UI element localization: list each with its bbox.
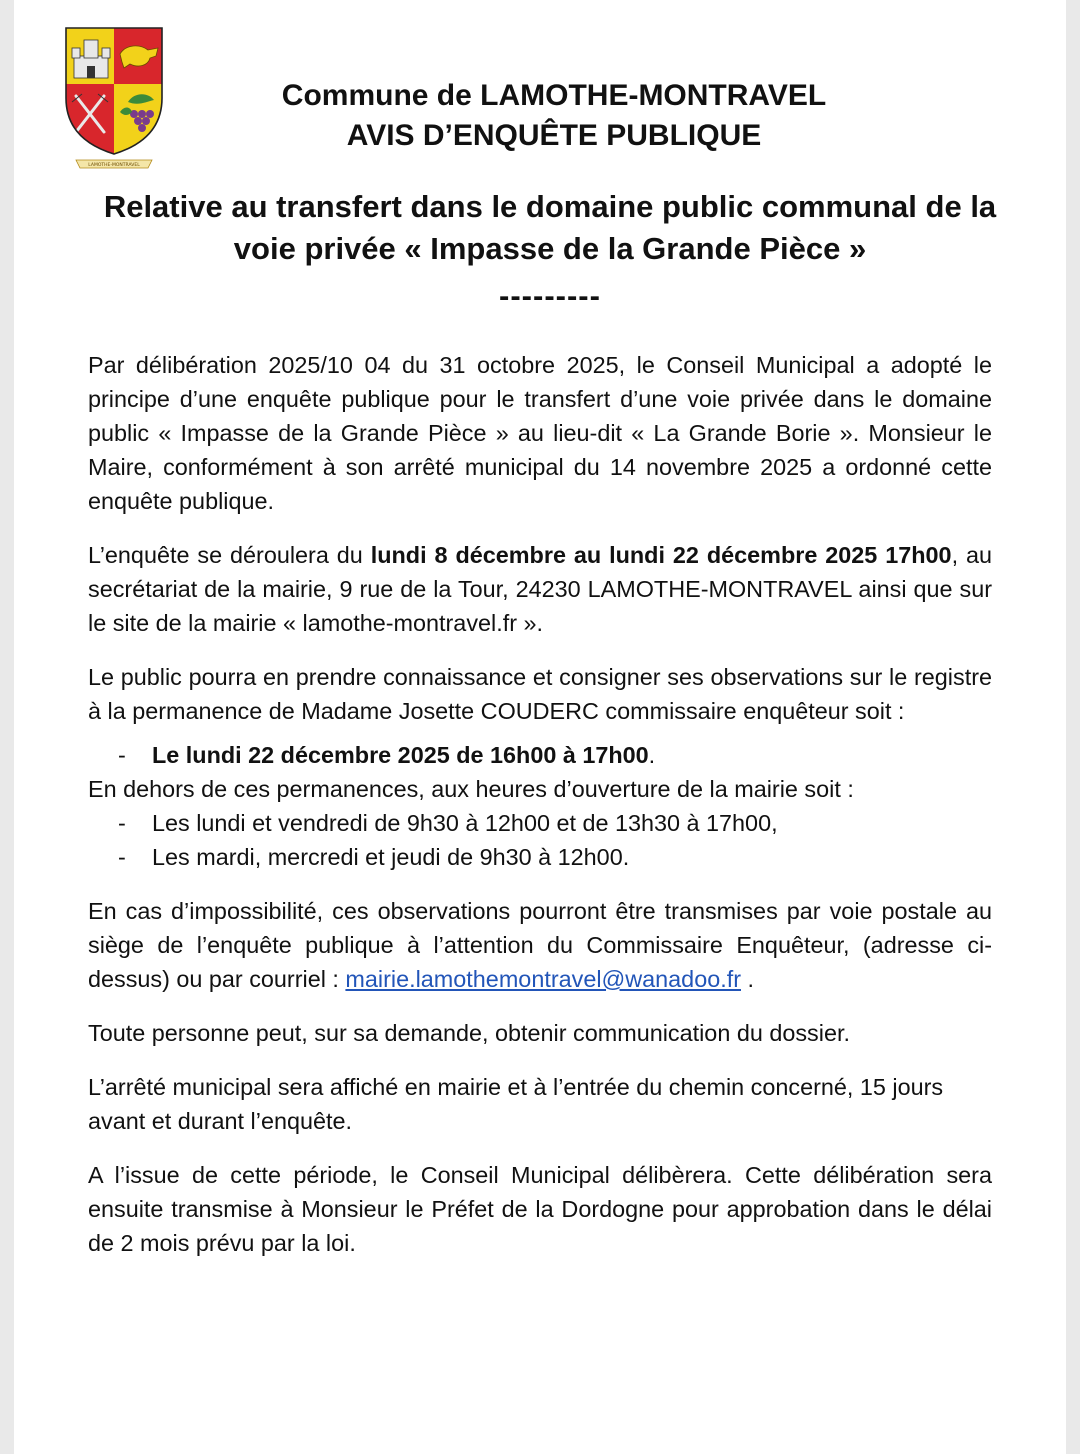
paragraph-public: Le public pourra en prendre connaissance et consigner ses observations sur le registre à la permanence de Madame Josette COUDERC commissaire enquêteur soit :: [88, 664, 992, 724]
paragraph-contact: [88, 894, 992, 996]
list-item: - Les lundi et vendredi de 9h30 à 12h00 et de 13h30 à 17h00,: [88, 806, 992, 840]
dates-prefix: L’enquête se déroulera du: [88, 542, 371, 568]
list-item: [88, 738, 992, 772]
paragraph-dates: [88, 538, 992, 640]
contact-end: .: [741, 966, 754, 992]
dates-bold: lundi 8 décembre au lundi 22 décembre 2025 17h00: [370, 542, 952, 568]
permanence-end: .: [648, 742, 656, 768]
notice-title: AVIS D’ENQUÊTE PUBLIQUE: [346, 119, 762, 152]
notice-body: [88, 348, 992, 1280]
contact-text: En cas d’impossibilité, ces observations pourront être transmises par voie postale au siège de l’enquête publique à l’attention du Commissaire Enquêteur, (adresse ci-dessus) ou par courriel :: [88, 898, 992, 992]
subject-line-1: Relative au transfert dans le domaine public communal de la: [103, 189, 997, 224]
notice-subject: [74, 186, 1026, 270]
coat-of-arms-icon: [58, 22, 170, 172]
page-title: [254, 76, 854, 156]
document-page: [14, 0, 1066, 1454]
commune-title: Commune de LAMOTHE-MONTRAVEL: [281, 79, 827, 112]
paragraph-dossier: Toute personne peut, sur sa demande, obtenir communication du dossier.: [88, 1020, 850, 1046]
permanence-date: Le lundi 22 décembre 2025 de 16h00 à 17h00: [152, 742, 649, 768]
subject-line-2: voie privée « Impasse de la Grande Pièce »: [233, 231, 867, 266]
list-item: - Les mardi, mercredi et jeudi de 9h30 à 12h00.: [88, 840, 992, 874]
paragraph-deliberation: Par délibération 2025/10 04 du 31 octobre 2025, le Conseil Municipal a adopté le principe d’une enquête publique pour le transfert d’une voie privée dans le domaine public « Impasse de la Grande Pièce » au lieu-dit « La Grande Borie ». Monsieur le Maire, conformément à son arrêté municipal du 14 novembre 2025 a ordonné cette enquête publique.: [88, 352, 992, 514]
dates-suffix: , au secrétariat de la mairie, 9 rue de la Tour, 24230 LAMOTHE-MONTRAVEL ainsi que sur le site de la mairie « lamothe-montravel.fr ».: [88, 542, 993, 636]
paragraph-affichage: L’arrêté municipal sera affiché en mairie et à l’entrée du chemin concerné, 15 jours avant et durant l’enquête.: [88, 1074, 944, 1134]
separator-line: ---------: [499, 278, 601, 313]
paragraph-issue: A l’issue de cette période, le Conseil Municipal délibèrera. Cette délibération sera ensuite transmise à Monsieur le Préfet de la Dordogne pour approbation dans le délai de 2 mois prévu par la loi.: [88, 1162, 992, 1256]
permanence-list: [88, 738, 992, 772]
hours-list: [88, 806, 992, 874]
email-link[interactable]: mairie.lamothemontravel@wanadoo.fr: [345, 966, 741, 992]
hours-intro: En dehors de ces permanences, aux heures d’ouverture de la mairie soit :: [88, 776, 854, 802]
crest-banner-text: LAMOTHE-MONTRAVEL: [88, 163, 140, 168]
